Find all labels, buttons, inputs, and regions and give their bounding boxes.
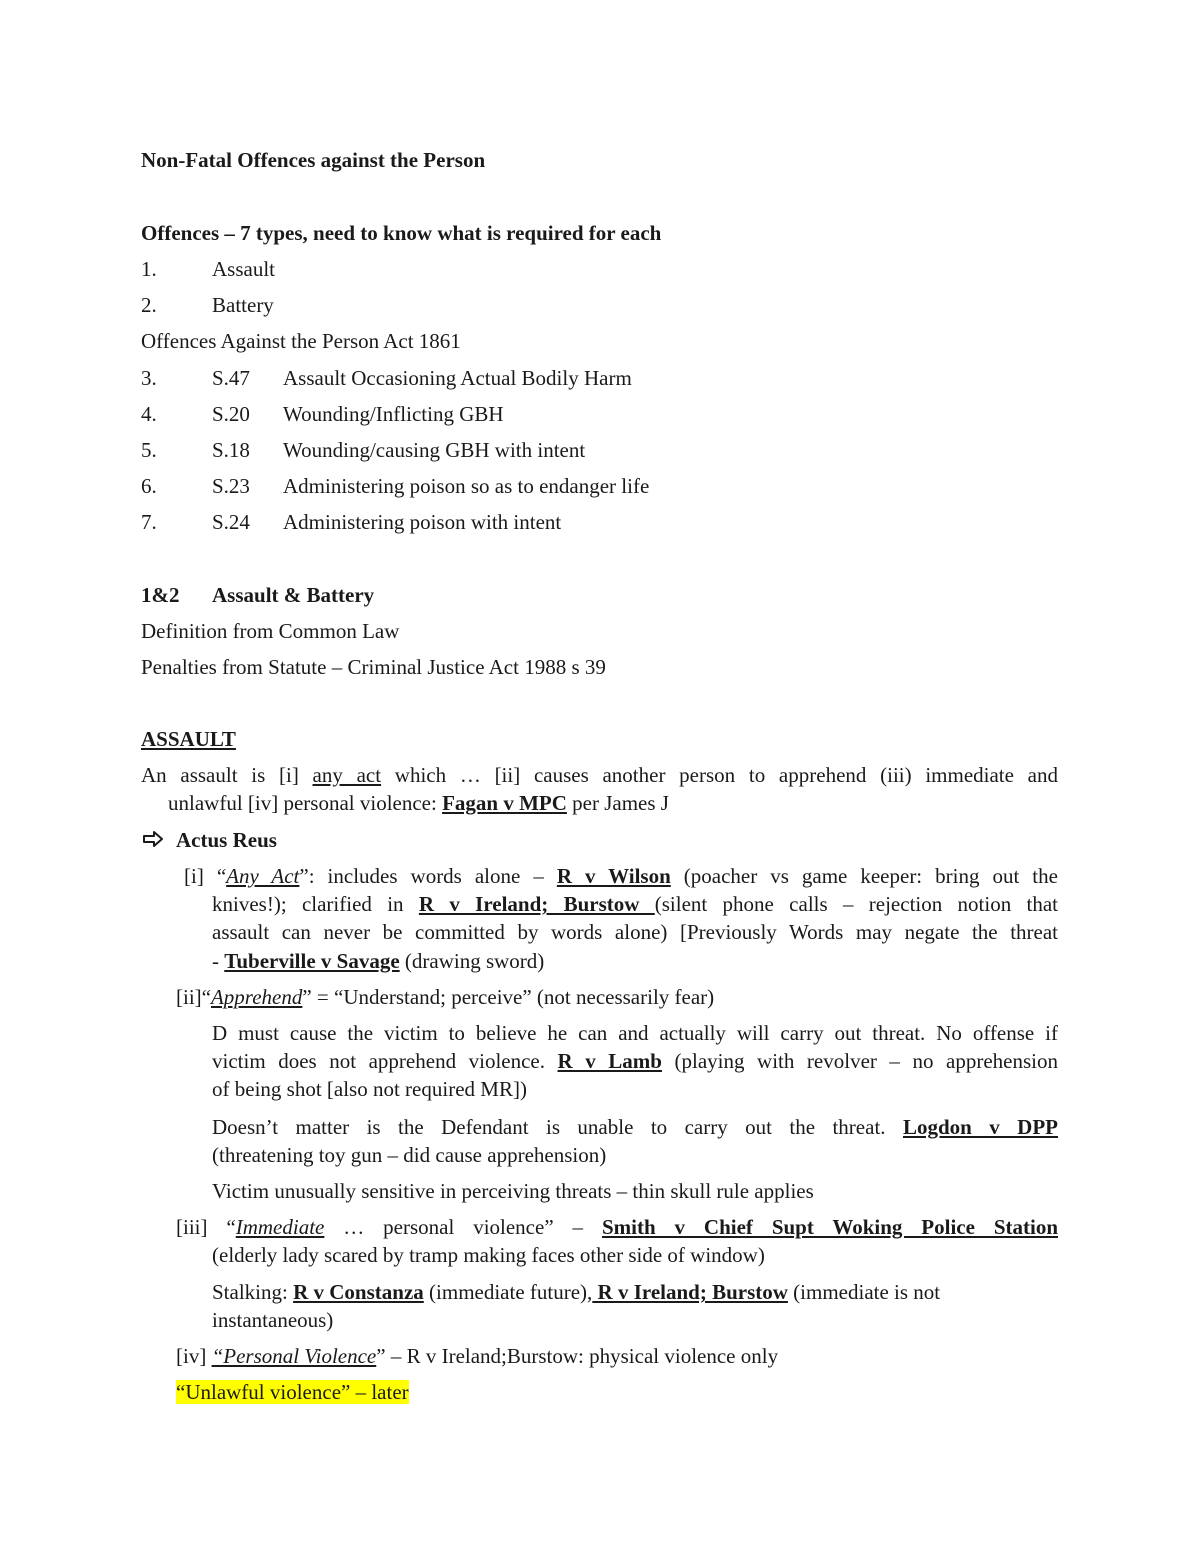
any-act-line-2: knives!); clarified in R v Ireland; Burstow (silent phone calls – rejection notion that <box>212 892 1059 916</box>
list-item-label: Battery <box>212 293 274 317</box>
list-number: 1. <box>141 257 157 281</box>
section-number: S.18 <box>212 438 250 462</box>
any-act-term: any act <box>312 763 382 787</box>
case-name: R v Ireland; Burstow <box>418 892 655 916</box>
personal-violence-line: [iv] “Personal Violence” – R v Ireland;Burstow: physical violence only <box>176 1344 779 1368</box>
definition-line: unlawful [iv] personal violence: Fagan v MPC per James J <box>168 791 669 815</box>
any-act-line-4: - Tuberville v Savage (drawing sword) <box>212 949 545 973</box>
immediate-line-2: (elderly lady scared by tramp making faces other side of window) <box>212 1243 765 1267</box>
case-name: R v Wilson <box>556 864 671 888</box>
section-number: S.23 <box>212 474 250 498</box>
list-item-label: Wounding/Inflicting GBH <box>283 402 504 426</box>
list-item-label: Assault Occasioning Actual Bodily Harm <box>283 366 632 390</box>
case-name: Fagan v MPC <box>442 791 567 815</box>
section-number: 1&2 <box>141 583 180 607</box>
list-number: 3. <box>141 366 157 390</box>
apprehend-para-3: Victim unusually sensitive in perceiving threats – thin skull rule applies <box>212 1179 814 1203</box>
any-act-line-1: [i] “Any Act”: includes words alone – R v Wilson (poacher vs game keeper: bring out the <box>184 864 1058 888</box>
list-item-label: Assault <box>212 257 275 281</box>
list-number: 6. <box>141 474 157 498</box>
list-item <box>141 255 157 283</box>
section-heading: Assault & Battery <box>212 583 375 607</box>
any-act-line-3: assault can never be committed by words alone) [Previously Words may negate the threat <box>212 920 1058 944</box>
actus-reus-heading: Actus Reus <box>176 828 277 852</box>
case-name: Smith v Chief Supt Woking Police Station <box>601 1215 1059 1239</box>
highlighted-note: “Unlawful violence” – later <box>176 1380 409 1404</box>
list-number: 5. <box>141 438 157 462</box>
apprehend-para-2: Doesn’t matter is the Defendant is unable to carry out the threat. Logdon v DPP (threatening toy gun – did cause apprehension) <box>212 1115 1059 1167</box>
assault-definition <box>141 761 1058 789</box>
list-number: 2. <box>141 293 157 317</box>
apprehend-term: Apprehend <box>210 985 303 1009</box>
personal-violence-term: “Personal Violence <box>211 1344 377 1368</box>
list-item <box>141 291 157 319</box>
stalking-line-2: instantaneous) <box>212 1308 334 1332</box>
penalties-source: Penalties from Statute – Criminal Justice Act 1988 s 39 <box>141 655 606 679</box>
apprehend-line: [ii]“Apprehend” = “Understand; perceive” (not necessarily fear) <box>176 985 715 1009</box>
case-name: R v Ireland; Burstow <box>592 1280 788 1304</box>
list-item-label: Administering poison with intent <box>283 510 562 534</box>
document-title: Non-Fatal Offences against the Person <box>141 148 486 172</box>
apprehend-para-1: D must cause the victim to believe he can and actually will carry out threat. No offense if victim does not apprehend violence. R v Lamb (playing with revolver – no apprehension of being shot [also not required MR]) <box>212 1021 1058 1101</box>
immediate-term: Immediate <box>235 1215 325 1239</box>
definition-source: Definition from Common Law <box>141 619 400 643</box>
section-number: S.20 <box>212 402 250 426</box>
immediate-line-1: [iii] “Immediate … personal violence” – Smith v Chief Supt Woking Police Station <box>176 1215 1059 1239</box>
list-number: 4. <box>141 402 157 426</box>
case-name: R v Lamb <box>557 1049 662 1073</box>
arrow-right-icon <box>143 829 165 854</box>
case-name: Logdon v DPP <box>902 1115 1059 1139</box>
case-name: R v Constanza <box>293 1280 424 1304</box>
section-number: S.24 <box>212 510 250 534</box>
act-label: Offences Against the Person Act 1861 <box>141 329 461 353</box>
list-item-label: Administering poison so as to endanger life <box>283 474 650 498</box>
case-name: Tuberville v Savage <box>224 949 400 973</box>
definition-line: An assault is [i] any act which … [ii] causes another person to apprehend (iii) immediate and <box>141 763 1059 787</box>
assault-heading: ASSAULT <box>141 727 236 751</box>
any-act-term: Any Act <box>226 864 300 888</box>
stalking-line-1: Stalking: R v Constanza (immediate future), R v Ireland; Burstow (immediate is not <box>212 1280 941 1304</box>
list-item-label: Wounding/causing GBH with intent <box>283 438 586 462</box>
section-number: S.47 <box>212 366 250 390</box>
offences-heading: Offences – 7 types, need to know what is required for each <box>141 221 662 245</box>
list-number: 7. <box>141 510 157 534</box>
